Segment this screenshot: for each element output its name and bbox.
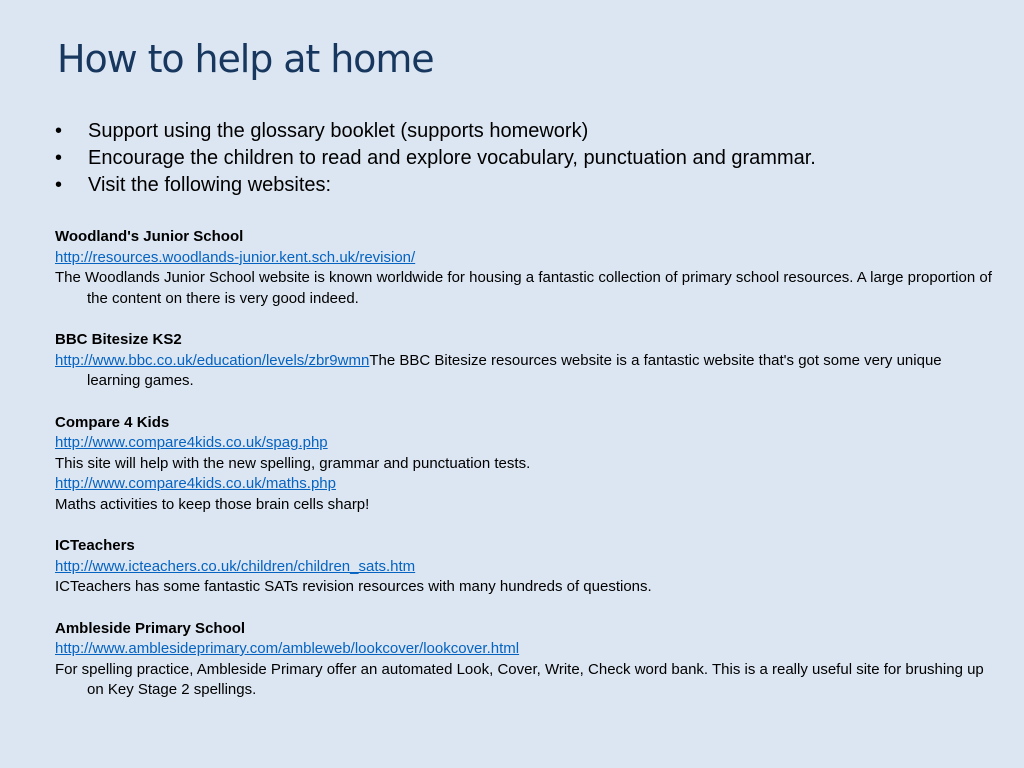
bullet-text: Support using the glossary booklet (supports homework) <box>88 120 589 142</box>
website-link[interactable]: http://www.bbc.co.uk/education/levels/zbr9wmn <box>55 351 370 369</box>
bullet-list <box>55 118 975 199</box>
website-entry-woodlands <box>55 227 995 309</box>
website-description: This site will help with the new spelling, grammar and punctuation tests. <box>55 454 531 472</box>
bullet-text: Encourage the children to read and explore vocabulary, punctuation and grammar. <box>88 147 816 169</box>
website-entry-ambleside <box>55 619 995 701</box>
website-description: ICTeachers has some fantastic SATs revision resources with many hundreds of questions. <box>55 578 652 595</box>
website-list <box>55 227 995 701</box>
website-description: Maths activities to keep those brain cells sharp! <box>55 495 370 513</box>
website-link[interactable]: http://www.amblesideprimary.com/ambleweb/lookcover/lookcover.html <box>55 640 520 657</box>
website-entry-compare4kids <box>55 413 995 516</box>
website-name: BBC Bitesize KS2 <box>55 331 182 348</box>
slide-title: How to help at home <box>57 37 434 81</box>
website-entry-bbc-bitesize <box>55 330 995 392</box>
bullet-symbol: • <box>55 120 63 142</box>
bullet-text: Visit the following websites: <box>88 174 332 196</box>
website-link[interactable]: http://resources.woodlands-junior.kent.sch.uk/revision/ <box>55 248 416 266</box>
bullet-item <box>55 145 975 172</box>
bullet-item <box>55 172 975 199</box>
bullet-item <box>55 118 975 145</box>
website-description: The Woodlands Junior School website is known worldwide for housing a fantastic collection of primary school resources. A large proportion of the content on there is very good indeed. <box>55 269 992 307</box>
website-name: Woodland's Junior School <box>55 228 244 245</box>
website-link-and-description <box>55 351 995 392</box>
website-name: Ambleside Primary School <box>55 619 246 637</box>
website-link-spag[interactable]: http://www.compare4kids.co.uk/spag.php <box>55 434 328 451</box>
website-link[interactable]: http://www.icteachers.co.uk/children/children_sats.htm <box>55 557 416 575</box>
website-name: Compare 4 Kids <box>55 413 170 431</box>
website-description: The BBC Bitesize resources website is a fantastic website that's got some very unique learning games. <box>87 351 942 389</box>
website-name: ICTeachers <box>55 537 135 554</box>
bullet-symbol: • <box>55 174 63 196</box>
website-link-maths[interactable]: http://www.compare4kids.co.uk/maths.php <box>55 475 336 492</box>
website-entry-icteachers <box>55 536 995 598</box>
website-description: For spelling practice, Ambleside Primary offer an automated Look, Cover, Write, Check word bank. This is a really useful site for brushing up on Key Stage 2 spellings. <box>55 660 984 698</box>
bullet-symbol: • <box>55 147 63 169</box>
